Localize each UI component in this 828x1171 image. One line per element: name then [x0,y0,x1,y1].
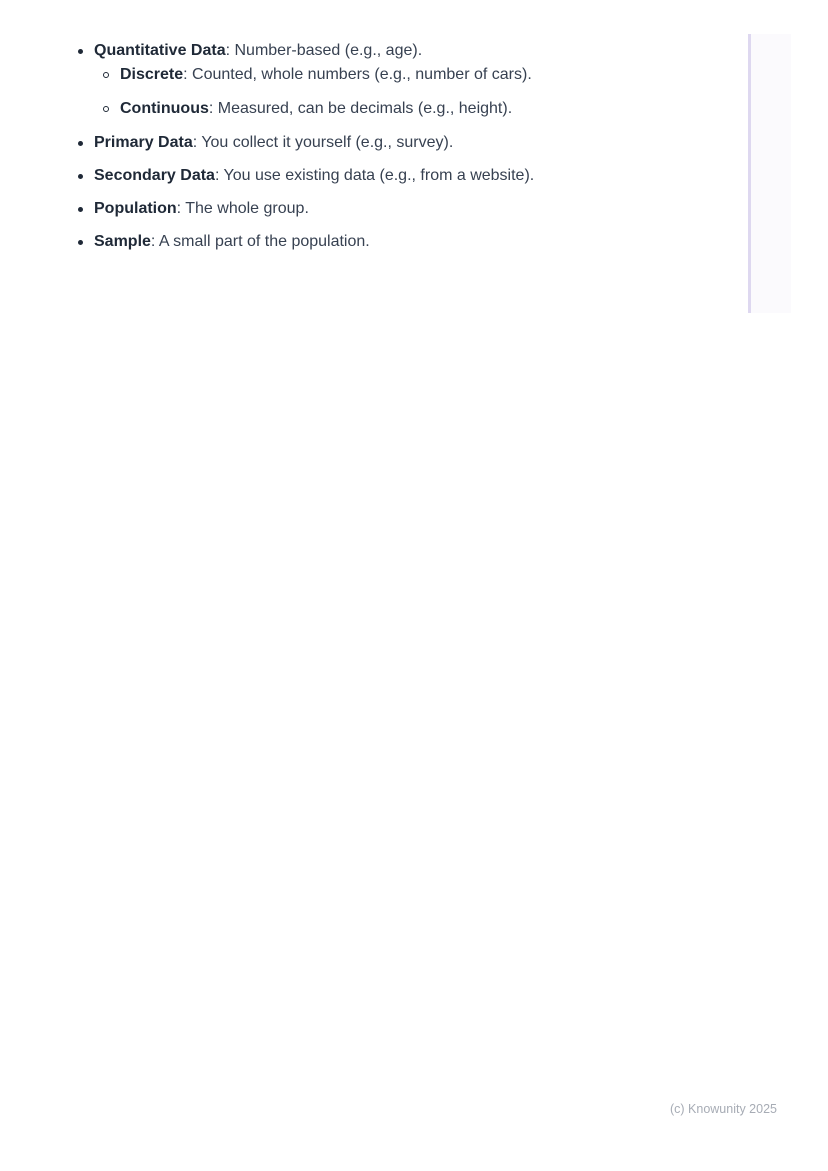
bullet-sample [94,230,734,254]
bullet-population [94,197,734,221]
notes-list [94,39,734,263]
sub-bullet-continuous [94,97,734,121]
term-text: Population [94,200,177,217]
page-side-strip [748,34,791,313]
term-text: Quantitative Data [94,42,226,59]
bullet-primary-data [94,131,734,155]
term-text: Primary Data [94,134,193,151]
definition-text: : Measured, can be decimals (e.g., height). [208,100,513,117]
definition-text: : The whole group. [176,200,309,217]
term-text: Secondary Data [94,167,215,184]
term-text: Continuous [120,100,209,117]
bullet-quantitative-data [94,39,734,121]
term-text: Sample [94,233,151,250]
sub-bullet-discrete [94,63,734,87]
definition-text: : Counted, whole numbers (e.g., number of cars). [183,66,532,83]
definition-text: : You collect it yourself (e.g., survey). [192,134,454,151]
copyright-text: (c) Knowunity 2025 [669,1102,777,1116]
bullet-secondary-data [94,164,734,188]
sub-bullet-list [94,63,734,121]
definition-text: : Number-based (e.g., age). [225,42,423,59]
term-text: Discrete [120,66,184,83]
definition-text: : You use existing data (e.g., from a website). [214,167,535,184]
definition-text: : A small part of the population. [150,233,370,250]
